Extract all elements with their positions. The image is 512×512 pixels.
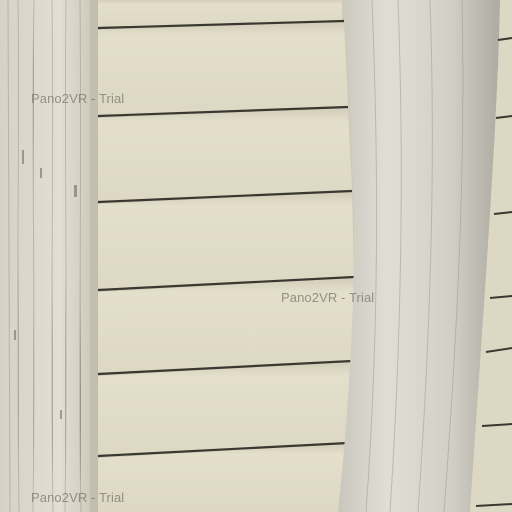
siding-boards [98, 0, 354, 512]
watermark-text: Pano2VR - Trial [31, 91, 125, 106]
watermark-text: Pano2VR - Trial [31, 490, 125, 505]
left-post [0, 0, 100, 512]
watermark-text: Pano2VR - Trial [281, 290, 375, 305]
